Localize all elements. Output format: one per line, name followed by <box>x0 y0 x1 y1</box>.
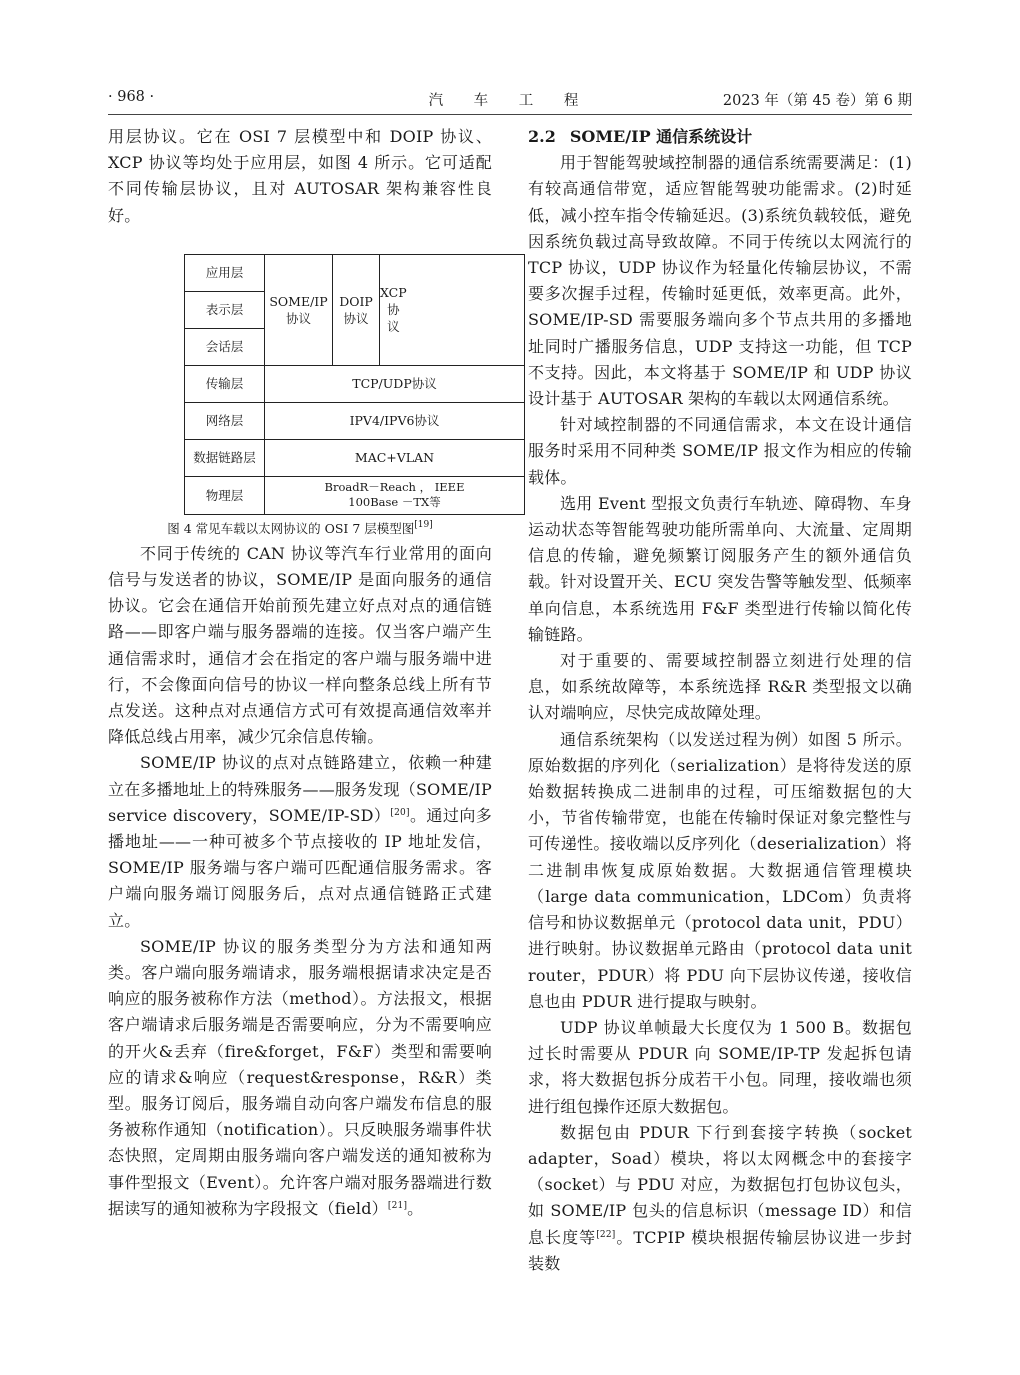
citation-ref: [20] <box>390 807 410 818</box>
paragraph-text: 数据包由 PDUR 下行到套接字转换（socket adapter，Soad）模块，将以太网概念中的套接字（socket）与 PDU 对应，为数据包打包协议包头，如 SOME/IP 包头的信息标识（message ID）和信息长度等 <box>528 1122 912 1247</box>
right-column <box>528 124 912 1277</box>
paragraph: 针对域控制器的不同通信需求，本文在设计通信服务时采用不同种类 SOME/IP 报文作为相应的传输载体。 <box>528 415 912 487</box>
cell-doip: DOIP 协议 <box>333 255 380 366</box>
citation-ref: [19] <box>414 519 433 530</box>
figure-caption <box>108 519 492 537</box>
osi-model-table <box>184 254 525 515</box>
citation-ref: [21] <box>387 1200 408 1211</box>
running-header <box>108 89 912 113</box>
layer-session: 会话层 <box>185 329 265 366</box>
figure-caption-text: 图 4 常见车载以太网协议的 OSI 7 层模型图 <box>167 520 415 536</box>
section-heading <box>528 124 912 150</box>
layer-network: 网络层 <box>185 403 265 440</box>
paragraph: UDP 协议单帧最大长度仅为 1 500 B。数据包过长时需要从 PDUR 向 SOME/IP-TP 发起拆包请求，将大数据包拆分成若干小包。同理，接收端也须进行组包操作还原大数据包。 <box>528 1017 912 1116</box>
paragraph: 用于智能驾驶域控制器的通信系统需要满足：(1)有较高通信带宽，适应智能驾驶功能需求。(2)时延低，减小控车指令传输延迟。(3)系统负载较低，避免因系统负载过高导致故障。不同于传统以太网流行的 TCP 协议，UDP 协议作为轻量化传输层协议，不需要多次握手过程，传输时延更低，效率更高。此外，SOME/IP-SD 需要服务端向多个节点共用的多播地址同时广播服务信息，UDP 支持这一功能，但 TCP 不支持。因此，本文将基于 SOME/IP 和 UDP 协议设计基于 AUTOSAR 架构的车载以太网通信系统。 <box>528 153 912 409</box>
citation-ref: [22] <box>596 1229 616 1240</box>
paragraph-text: SOME/IP 协议的服务类型分为方法和通知两类。客户端向服务端请求，服务端根据请求决定是否响应的服务被称作方法（method）。方法报文，根据客户端请求后服务端是否需要响应，分为不需要响应的开火&丢弃（fire&forget，F&F）类型和需要响应的请求&响应（request&response，R&R）类型。服务订阅后，服务端自动向客户端发布信息的服务被称作通知（notification）。只反映服务端事件状态快照，定周期由服务端向客户端发送的通知被称为事件型报文（Event）。允许客户端对服务器端进行数据读写的通知被称为字段报文（field） <box>108 936 492 1218</box>
paragraph <box>108 934 492 1222</box>
paragraph: 通信系统架构（以发送过程为例）如图 5 所示。原始数据的序列化（serialization）是将待发送的原始数据转换成二进制串的过程，可压缩数据包的大小，节省传输带宽，也能在传输时保证对象完整性与可传递性。接收端以反序列化（deserialization）将二进制串恢复成原始数据。大数据通信管理模块（large data communication，LDCom）负责将信号和协议数据单元（protocol data unit，PDU）进行映射。协议数据单元路由（protocol data unit router，PDUR）将 PDU 向下层协议传递，接收信息也由 PDUR 进行提取与映射。 <box>528 729 912 1011</box>
paragraph-text: 。通过向多播地址——一种可被多个节点接收的 IP 地址发信，SOME/IP 服务端与客户端可匹配通信服务需求。客户端向服务端订阅服务后，点对点通信链路正式建立。 <box>108 805 492 930</box>
paragraph-continued: 用层协议。它在 OSI 7 层模型中和 DOIP 协议、XCP 协议等均处于应用层，如图 4 所示。它可适配不同传输层协议，且对 AUTOSAR 架构兼容性良好。 <box>108 127 492 225</box>
section-number: 2.2 <box>528 127 556 146</box>
paragraph: 不同于传统的 CAN 协议等汽车行业常用的面向信号与发送者的协议，SOME/IP 是面向服务的通信协议。它会在通信开始前预先建立好点对点的通信链路——即客户端与服务器端的连接。仅当客户端产生通信需求时，通信才会在指定的客户端与服务端中进行，不会像面向信号的协议一样向整条总线上所有节点发送。这种点对点通信方式可有效提高通信效率并降低总线占用率，减少冗余信息传输。 <box>108 543 492 747</box>
cell-mac-vlan: MAC+VLAN <box>265 440 524 477</box>
cell-xcp: XCP 协 议 <box>380 255 524 366</box>
left-column <box>108 124 492 1222</box>
header-rule <box>108 114 912 115</box>
page-number: · 968 · <box>108 89 155 105</box>
figure-4 <box>108 229 492 541</box>
layer-presentation: 表示层 <box>185 292 265 329</box>
section-title: SOME/IP 通信系统设计 <box>569 127 753 146</box>
paragraph-text: SOME/IP 协议的点对点链路建立，依赖一种建立在多播地址上的特殊服务——服务发现（SOME/IP service discovery，SOME/IP-SD） <box>108 753 492 825</box>
layer-datalink: 数据链路层 <box>185 440 265 477</box>
cell-ipv: IPV4/IPV6协议 <box>265 403 524 440</box>
layer-application: 应用层 <box>185 255 265 292</box>
paragraph: 对于重要的、需要域控制器立刻进行处理的信息，如系统故障等，本系统选择 R&R 类型报文以确认对端响应，尽快完成故障处理。 <box>528 651 912 723</box>
layer-physical: 物理层 <box>185 477 265 514</box>
cell-someip: SOME/IP 协议 <box>265 255 333 366</box>
paragraph-text: 。TCPIP 模块根据传输层协议进一步封装数 <box>528 1227 912 1273</box>
layer-transport: 传输层 <box>185 366 265 403</box>
cell-physical-std: BroadR－Reach ， IEEE 100Base －TX等 <box>324 480 465 510</box>
paragraph <box>108 750 492 933</box>
journal-title: 汽 车 工 程 <box>428 93 592 109</box>
paragraph: 选用 Event 型报文负责行车轨迹、障碍物、车身运动状态等智能驾驶功能所需单向、大流量、定周期信息的传输，避免频繁订阅服务产生的额外通信负载。针对设置开关、ECU 突发告警等触发型、低频率单向信息，本系统选用 F&F 类型进行传输以简化传输链路。 <box>528 493 912 644</box>
cell-tcp-udp: TCP/UDP协议 <box>265 366 524 403</box>
issue-info: 2023 年（第 45 卷）第 6 期 <box>722 93 912 109</box>
paragraph <box>528 1120 912 1277</box>
paragraph-text: 。 <box>407 1198 424 1218</box>
